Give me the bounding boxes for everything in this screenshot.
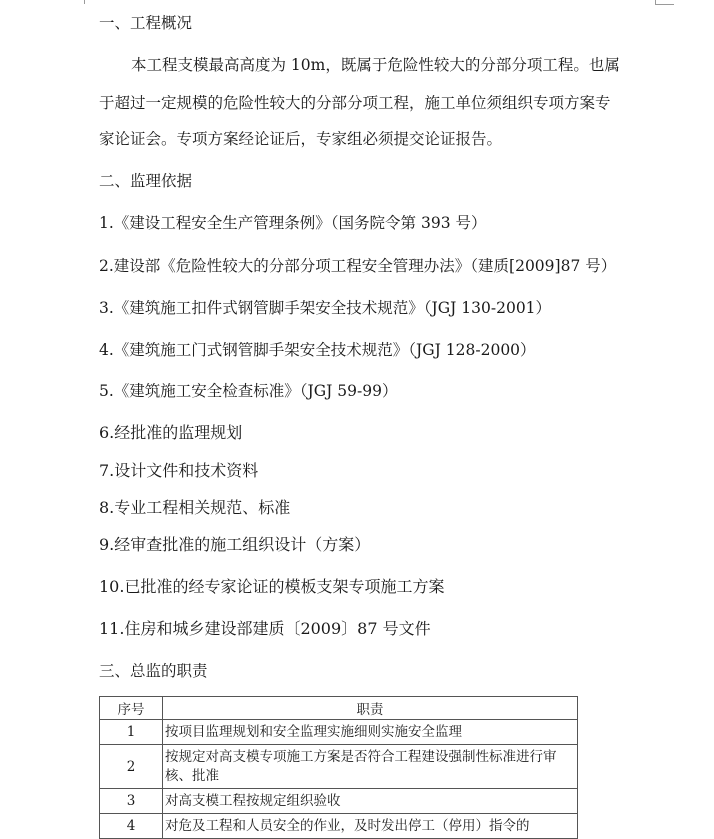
overview-paragraph-line: 本工程支模最高高度为 10m，既属于危险性较大的分部分项工程。也属 [131, 56, 620, 74]
basis-list-item: 11.住房和城乡建设部建质〔2009〕87 号文件 [99, 619, 431, 638]
basis-list-item: 4.《建筑施工门式钢管脚手架安全技术规范》（JGJ 128-2000） [99, 341, 536, 359]
basis-list-item: 9.经审查批准的施工组织设计（方案） [99, 535, 371, 554]
basis-list-item: 7.设计文件和技术资料 [99, 461, 259, 480]
row-number-cell: 1 [100, 720, 163, 745]
column-header-duty: 职责 [163, 697, 578, 720]
row-number-cell: 3 [100, 789, 163, 814]
row-number-cell: 2 [100, 745, 163, 789]
overview-paragraph-line: 于超过一定规模的危险性较大的分部分项工程，施工单位须组织专项方案专 [99, 94, 611, 112]
duty-cell: 按项目监理规划和安全监理实施细则实施安全监理 [163, 720, 578, 745]
duty-cell: 按规定对高支模专项施工方案是否符合工程建设强制性标准进行审核、批准 [163, 745, 578, 789]
table-row [100, 745, 578, 789]
table-row [100, 720, 578, 745]
basis-list-item: 3.《建筑施工扣件式钢管脚手架安全技术规范》（JGJ 130-2001） [99, 299, 552, 317]
page-corner-mark-left [84, 0, 85, 4]
basis-list-item: 8.专业工程相关规范、标准 [99, 498, 291, 517]
section-heading-basis: 二、监理依据 [99, 172, 193, 190]
table-header-row [100, 697, 578, 720]
section-heading-overview: 一、工程概况 [99, 14, 193, 32]
duty-cell: 对危及工程和人员安全的作业，及时发出停工（停用）指令的 [163, 814, 578, 839]
row-number-cell: 4 [100, 814, 163, 839]
page-corner-mark-right [655, 0, 674, 5]
basis-list-item: 5.《建筑施工安全检查标准》（JGJ 59-99） [99, 382, 398, 400]
basis-list-item: 1.《建设工程安全生产管理条例》（国务院令第 393 号） [99, 214, 487, 232]
basis-list-item: 2.建设部《危险性较大的分部分项工程安全管理办法》（建质[2009]87 号） [99, 257, 617, 275]
duty-cell: 对高支模工程按规定组织验收 [163, 789, 578, 814]
table-row [100, 814, 578, 839]
overview-paragraph-line: 家论证会。专项方案经论证后，专家组必须提交论证报告。 [99, 130, 503, 148]
duties-table [99, 696, 578, 839]
basis-list-item: 10.已批准的经专家论证的模板支架专项施工方案 [99, 577, 445, 596]
column-header-no: 序号 [100, 697, 163, 720]
section-heading-duties: 三、总监的职责 [99, 662, 208, 680]
basis-list-item: 6.经批准的监理规划 [99, 423, 243, 442]
table-row [100, 789, 578, 814]
